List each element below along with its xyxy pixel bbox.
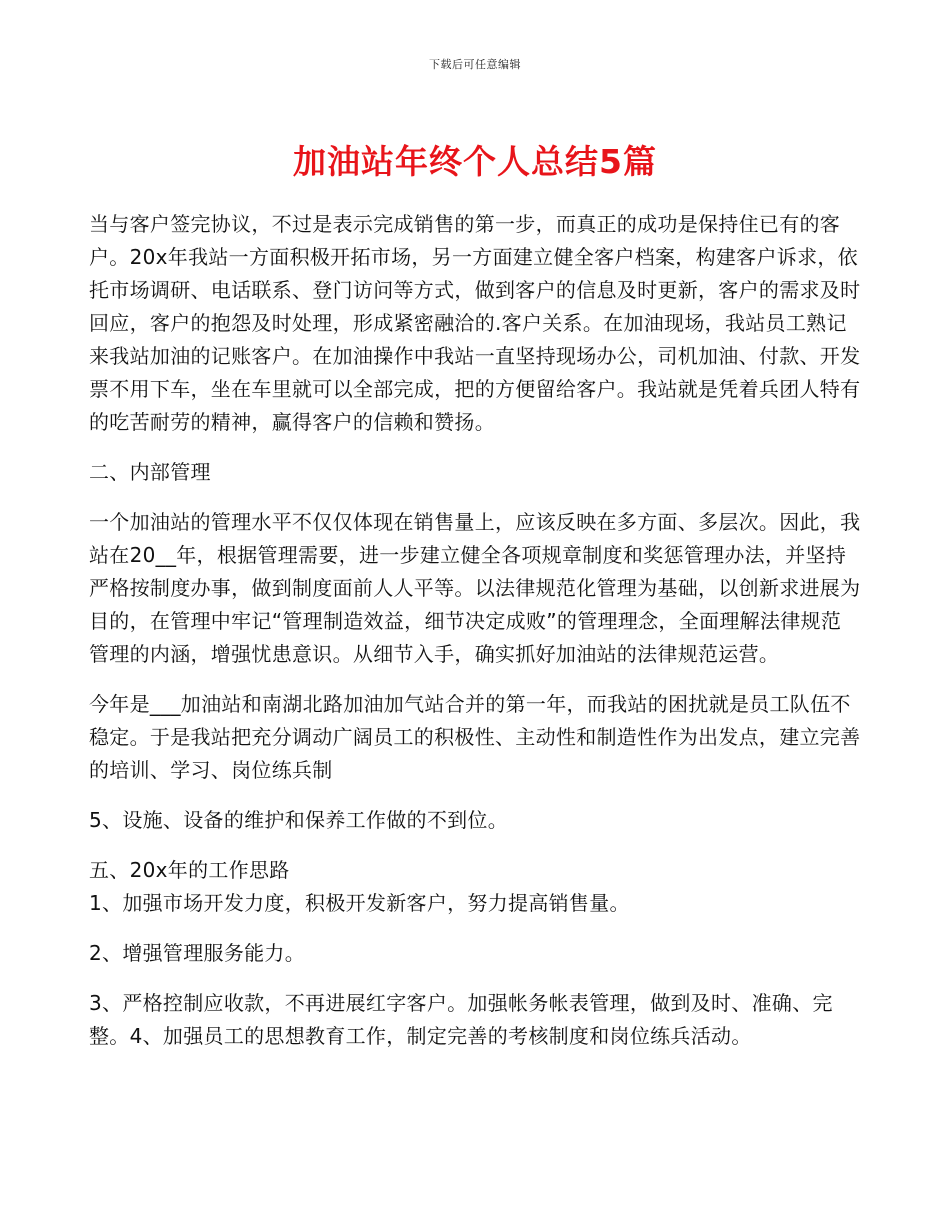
document-title: 加油站年终个人总结5篇 bbox=[293, 142, 657, 181]
list-item-market-development: 1、加强市场开发力度，积极开发新客户，努力提高销售量。 bbox=[89, 891, 630, 915]
header-note: 下载后可任意编辑 bbox=[429, 58, 521, 71]
paragraph-staff-stability: 今年是___加油站和南湖北路加油加气站合并的第一年，而我站的困扰就是员工队伍不稳定。于是我站把充分调动广阔员工的积极性、主动性和制造性作为出发点，建立完善的培训、学习、岗位练兵制 bbox=[89, 692, 861, 782]
list-item-service-capability: 2、增强管理服务能力。 bbox=[89, 941, 306, 965]
paragraph-management-level: 一个加油站的管理水平不仅仅体现在销售量上，应该反映在多方面、多层次。因此，我站在20__年，根据管理需要，进一步建立健全各项规章制度和奖惩管理办法，并坚持严格按制度办事，做到制度面前人人平等。以法律规范化管理为基础，以创新求进展为目的，在管理中牢记“管理制造效益，细节决定成败”的管理理念，全面理解法律规范管理的内涵，增强忧患意识。从细节入手，确实抓好加油站的法律规范运营。 bbox=[89, 510, 861, 666]
paragraph-facility-maintenance: 5、设施、设备的维护和保养工作做的不到位。 bbox=[89, 808, 509, 832]
heading-internal-management: 二、内部管理 bbox=[89, 460, 211, 484]
paragraph-customer-relations: 当与客户签完协议，不过是表示完成销售的第一步，而真正的成功是保持住已有的客户。20x年我站一方面积极开拓市场，另一方面建立健全客户档案，构建客户诉求，依托市场调研、电话联系、登门访问等方式，做到客户的信息及时更新，客户的需求及时回应，客户的抱怨及时处理，形成紧密融洽的.客户关系。在加油现场，我站员工熟记来我站加油的记账客户。在加油操作中我站一直坚持现场办公，司机加油、付款、开发票不用下车，坐在车里就可以全部完成，把的方便留给客户。我站就是凭着兵团人特有的吃苦耐劳的精神，赢得客户的信赖和赞扬。 bbox=[89, 212, 861, 434]
heading-work-plan: 五、20x年的工作思路 bbox=[89, 858, 290, 882]
list-item-receivables-control: 3、严格控制应收款，不再进展红字客户。加强帐务帐表管理，做到及时、准确、完整。4、加强员工的思想教育工作，制定完善的考核制度和岗位练兵活动。 bbox=[89, 991, 833, 1048]
document-body bbox=[89, 208, 861, 1053]
